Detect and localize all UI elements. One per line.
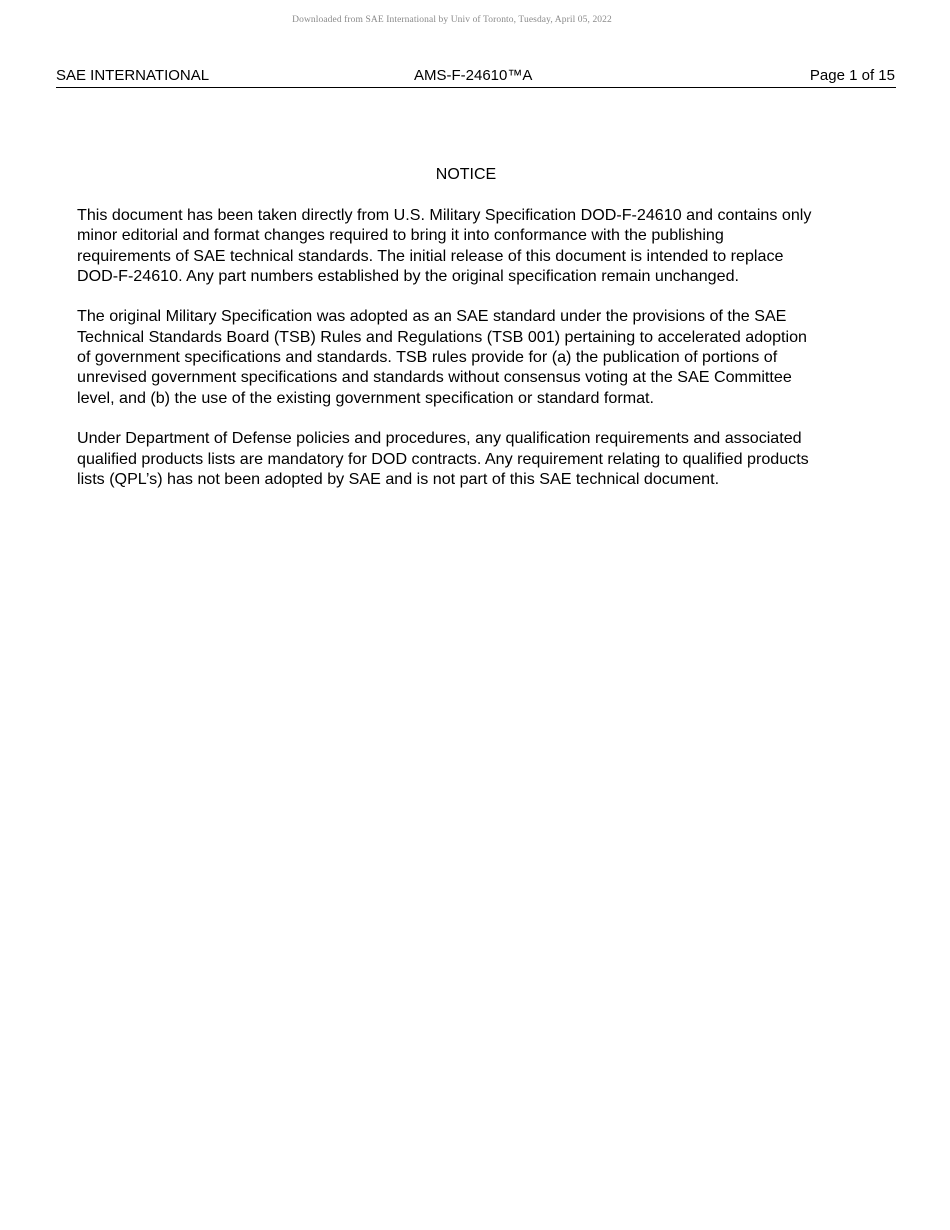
notice-paragraph-1: This document has been taken directly from U.S. Military Specification DOD-F-24610 and contains only minor editorial and format changes required to bring it into conformance with the publishing requirements of SAE technical standards. The initial release of this document is intended to replace DOD-F-24610. Any part numbers established by the original specification remain unchanged. [77, 206, 812, 285]
header-org: SAE INTERNATIONAL [56, 67, 210, 84]
notice-title: NOTICE [435, 166, 497, 183]
notice-paragraph-2: The original Military Specification was adopted as an SAE standard under the provisions of the SAE Technical Standards Board (TSB) Rules and Regulations (TSB 001) pertaining to accelerated adoption of government specifications and standards. TSB rules provide for (a) the publication of portions of unrevised government specifications and standards without consensus voting at the SAE Committee level, and (b) the use of the existing government specification or standard format. [77, 307, 808, 407]
page-header [56, 66, 896, 88]
notice-paragraph-3: Under Department of Defense policies and procedures, any qualification requirements and associated qualified products lists are mandatory for DOD contracts. Any requirement relating to qualified products lists (QPL’s) has not been adopted by SAE and is not part of this SAE technical document. [77, 429, 809, 488]
notice-body [77, 205, 867, 509]
header-page-number: Page 1 of 15 [809, 67, 895, 84]
header-doc-number: AMS-F-24610™A [414, 67, 533, 84]
download-notice: Downloaded from SAE International by Univ of Toronto, Tuesday, April 05, 2022 [292, 15, 612, 25]
